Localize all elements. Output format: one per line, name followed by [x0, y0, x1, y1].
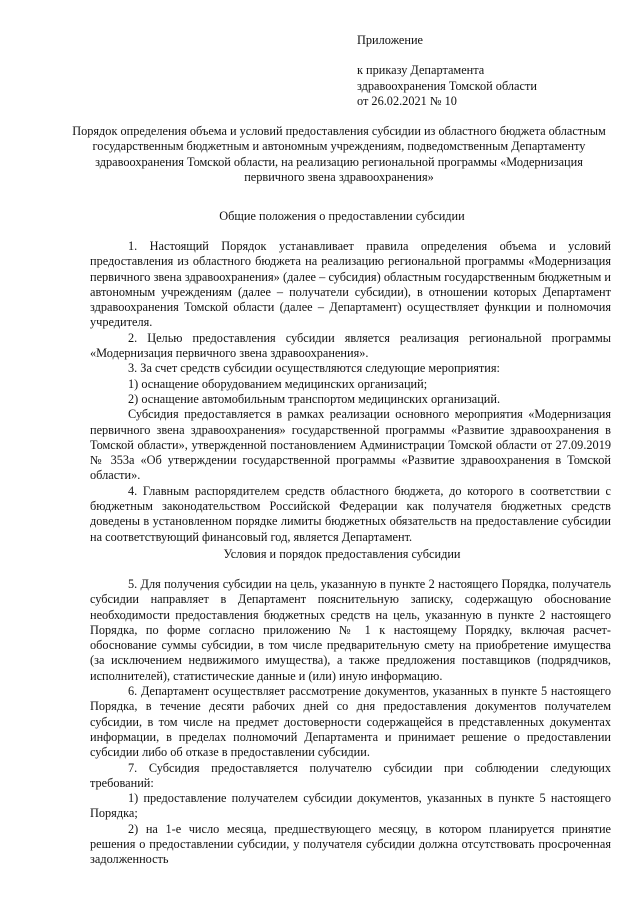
paragraph: 4. Главным распорядителем средств областного бюджета, до которого в соответствии с бюджетным законодательством Российской Федерации как получателя бюджетных средств доведены в установленном порядке лимиты бюджетных обязательств на предоставление субсидии на соответствующий финансовый год, является Департамент.	[90, 483, 611, 544]
section-heading-general: Общие положения о предоставлении субсидии	[219, 209, 465, 223]
order-date-number: от 26.02.2021 № 10	[357, 93, 457, 108]
list-item: 2) на 1-е число месяца, предшествующего месяцу, в котором планируется принятие решения о предоставлении субсидии, у получателя субсидии должна отсутствовать просроченная задолженность	[90, 821, 611, 867]
paragraph: Субсидия предоставляется в рамках реализации основного мероприятия «Модернизация первичного звена здравоохранения» государственной программы «Развитие здравоохранения в Томской области», утвержденной постановлением Администрации Томской области от 27.09.2019 № 353а «Об утверждении государственной программы «Развитие здравоохранения в Томской области».	[90, 407, 611, 483]
appendix-header	[357, 33, 627, 109]
list-item: 1) предоставление получателем субсидии документов, указанных в пункте 5 настоящего Порядка;	[90, 791, 611, 821]
list-item: 1) оснащение оборудованием медицинских организаций;	[128, 376, 428, 391]
section-heading-conditions: Условия и порядок предоставления субсидии	[223, 547, 461, 561]
paragraph: 3. За счет средств субсидии осуществляются следующие мероприятия:	[128, 361, 500, 376]
list-item: 2) оснащение автомобильным транспортом медицинских организаций.	[128, 391, 501, 406]
order-reference: к приказу Департамента	[357, 63, 485, 78]
section-conditions-body	[90, 577, 611, 868]
paragraph: 1. Настоящий Порядок устанавливает правила определения объема и условий предоставления из областного бюджета на реализацию региональной программы «Модернизация первичного звена здравоохранения» (далее – субсидия) областным государственным бюджетным и автономным учреждениям (далее – получатели субсидии), в отношении которых Департамент здравоохранения Томской области (далее – Департамент) осуществляет функции и полномочия учредителя.	[90, 239, 611, 330]
section-general-body	[90, 239, 611, 545]
appendix-label: Приложение	[357, 33, 423, 47]
document-title: Порядок определения объема и условий предоставления субсидии из областного бюджета областным государственным бюджетным и автономным учреждениям, подведомственным Департаменту здравоохранения Томской области, на реализацию региональной программы «Модернизация первичного звена здравоохранения»	[72, 124, 606, 184]
paragraph: 7. Субсидия предоставляется получателю субсидии при соблюдении следующих требований:	[90, 760, 611, 790]
paragraph: 6. Департамент осуществляет рассмотрение документов, указанных в пункте 5 настоящего Порядка, в течение десяти рабочих дней со дня предоставления документов получателем субсидии, в том числе на предмет достоверности содержащейся в представленных документах информации, в пределах полномочий Департамента и принимает решение о предоставлении субсидии либо об отказе в предоставлении субсидии.	[90, 684, 611, 760]
paragraph: 5. Для получения субсидии на цель, указанную в пункте 2 настоящего Порядка, получатель субсидии направляет в Департамент пояснительную записку, содержащую обоснование необходимости предоставления бюджетных средств на цель, указанную в пункте 2 настоящего Порядка, по форме согласно приложению № 1 к настоящему Порядку, включая расчет-обоснование суммы субсидии, в том числе предварительную смету на приобретение имущества (за исключением недвижимого имущества), а также предложения поставщиков (подрядчиков, исполнителей), статистические данные и (или) иную информацию.	[90, 577, 611, 683]
paragraph: 2. Целью предоставления субсидии является реализация региональной программы «Модернизация первичного звена здравоохранения».	[90, 330, 611, 361]
order-department: здравоохранения Томской области	[357, 78, 537, 93]
